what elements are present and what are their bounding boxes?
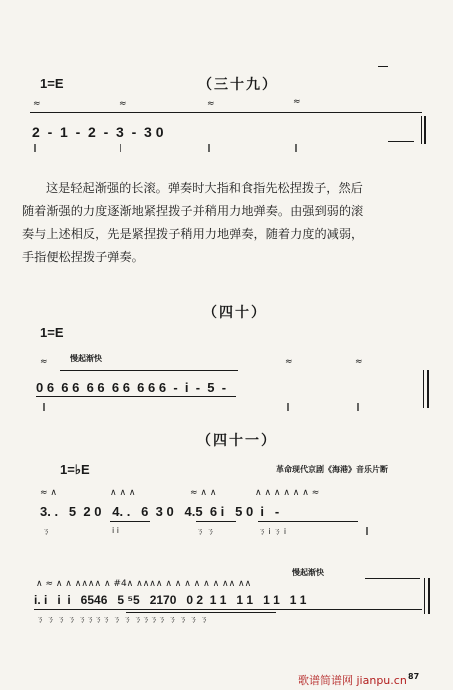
ex41-row1-finger: ‖ xyxy=(365,526,369,535)
paragraph-line: 随着渐强的力度逐渐地紧捏拨子并稍用力地弹奏。由强到弱的滚 xyxy=(22,204,364,218)
ex41-row1-finger: ㄋ i ㄋ i xyxy=(258,527,287,536)
ex39-title: （三十九） xyxy=(198,77,278,93)
ex40-finger-mark: ‖ xyxy=(286,402,290,411)
ex41-row2-notes: i. i i i 6546 5 ⁵5 2170 0 2 1 1 1 1 1 1 1 1 xyxy=(34,593,307,607)
ex40-underline xyxy=(36,396,236,397)
ex40-notes: 0 6 6 6 6 6 6 6 6 6 6 - i - 5 - xyxy=(36,380,227,395)
page-number: 87 xyxy=(408,672,420,681)
ex39-staff-line xyxy=(30,112,422,113)
ex40-mark: ≈ xyxy=(355,357,363,367)
ex41-row1-underline xyxy=(196,521,236,522)
ex39-key: 1=E xyxy=(40,76,64,91)
ex39-mark: ≈ xyxy=(33,99,41,109)
ex41-row2-mark: ∧ ≈ ∧ ∧ ∧∧∧∧ ∧ #4∧ ∧∧∧∧ ∧ ∧ ∧ ∧ ∧ ∧ ∧∧ ∧∧ xyxy=(36,579,252,589)
ex41-end-bar xyxy=(428,578,430,614)
ex41-row1-mark: ≈ ∧ ∧ xyxy=(190,488,217,498)
ex39-mark: ≈ xyxy=(293,97,301,107)
corner-rule xyxy=(378,66,388,67)
paragraph-line: 奏与上述相反，先是紧捏拨子稍用力地弹奏，随着力度的减弱， xyxy=(22,227,364,241)
ex41-row2-underline2 xyxy=(126,612,276,613)
ex40-end-bar xyxy=(427,370,429,408)
paragraph-line: 手指便松捏拨子弹奏。 xyxy=(22,250,144,264)
ex41-row1-finger: ㄋ ㄋ xyxy=(196,527,215,536)
ex41-title: （四十一） xyxy=(197,433,277,449)
watermark: 歌谱简谱网 jianpu.cn xyxy=(298,674,407,687)
ex41-row1-underline xyxy=(258,521,358,522)
ex41-row1-notes: 3. . 5 2 0 4. . 6 3 0 4.5 6 i 5 0 i - xyxy=(40,504,280,519)
ex41-end-bar-thin xyxy=(424,578,425,614)
ex40-slur-line xyxy=(60,370,238,371)
ex41-row1-finger: ㄋ xyxy=(42,527,50,536)
ex39-finger-mark: ‖ xyxy=(294,143,298,152)
ex40-end-bar-thin xyxy=(423,370,424,408)
ex39-mark: ≈ xyxy=(119,99,127,109)
ex41-row1-finger: i i xyxy=(112,526,119,535)
ex41-row1-mark: ≈ ∧ xyxy=(40,488,57,498)
ex40-mark: ≈ xyxy=(40,357,48,367)
ex39-end-bar-thin xyxy=(421,116,422,144)
ex39-finger-mark: ‖ xyxy=(33,143,37,152)
ex39-finger-mark: | xyxy=(119,143,122,152)
ex40-finger-mark: ‖ xyxy=(356,402,360,411)
ex40-tempo: 慢起渐快 xyxy=(70,353,102,363)
ex39-finger-mark: ‖ xyxy=(207,143,211,152)
ex41-source: 革命现代京剧《海港》音乐片断 xyxy=(276,464,388,474)
ex39-end-bar xyxy=(424,116,426,144)
ex41-row2-underline xyxy=(34,609,422,610)
paragraph xyxy=(22,177,422,269)
ex40-title: （四十） xyxy=(203,305,267,321)
ex40-key: 1=E xyxy=(40,325,64,340)
ex39-mark: ≈ xyxy=(207,99,215,109)
ex39-notes: 2 - 1 - 2 - 3 - 3 0 xyxy=(32,124,164,140)
ex40-finger-mark: ‖ xyxy=(42,402,46,411)
ex41-row1-mark: ∧ ∧ ∧ xyxy=(110,488,136,498)
ex39-underline xyxy=(388,141,414,142)
ex41-row1-underline xyxy=(110,521,150,522)
ex41-row2-finger: ㄋ ㄋ ㄋ ㄋ ㄋㄋㄋㄋ ㄋ ㄋ ㄋㄋㄋㄋ ㄋ ㄋ ㄋ ㄋ xyxy=(36,615,208,624)
ex41-key: 1=♭E xyxy=(60,462,90,477)
paragraph-line: 这是轻起渐强的长滚。弹奏时大指和食指先松捏拨子，然后 xyxy=(46,181,363,195)
ex41-slur-line xyxy=(365,578,420,579)
ex40-mark: ≈ xyxy=(285,357,293,367)
ex41-row1-mark: ∧ ∧ ∧ ∧ ∧ ∧ ≈ xyxy=(255,488,320,498)
ex41-tempo: 慢起渐快 xyxy=(292,567,324,577)
